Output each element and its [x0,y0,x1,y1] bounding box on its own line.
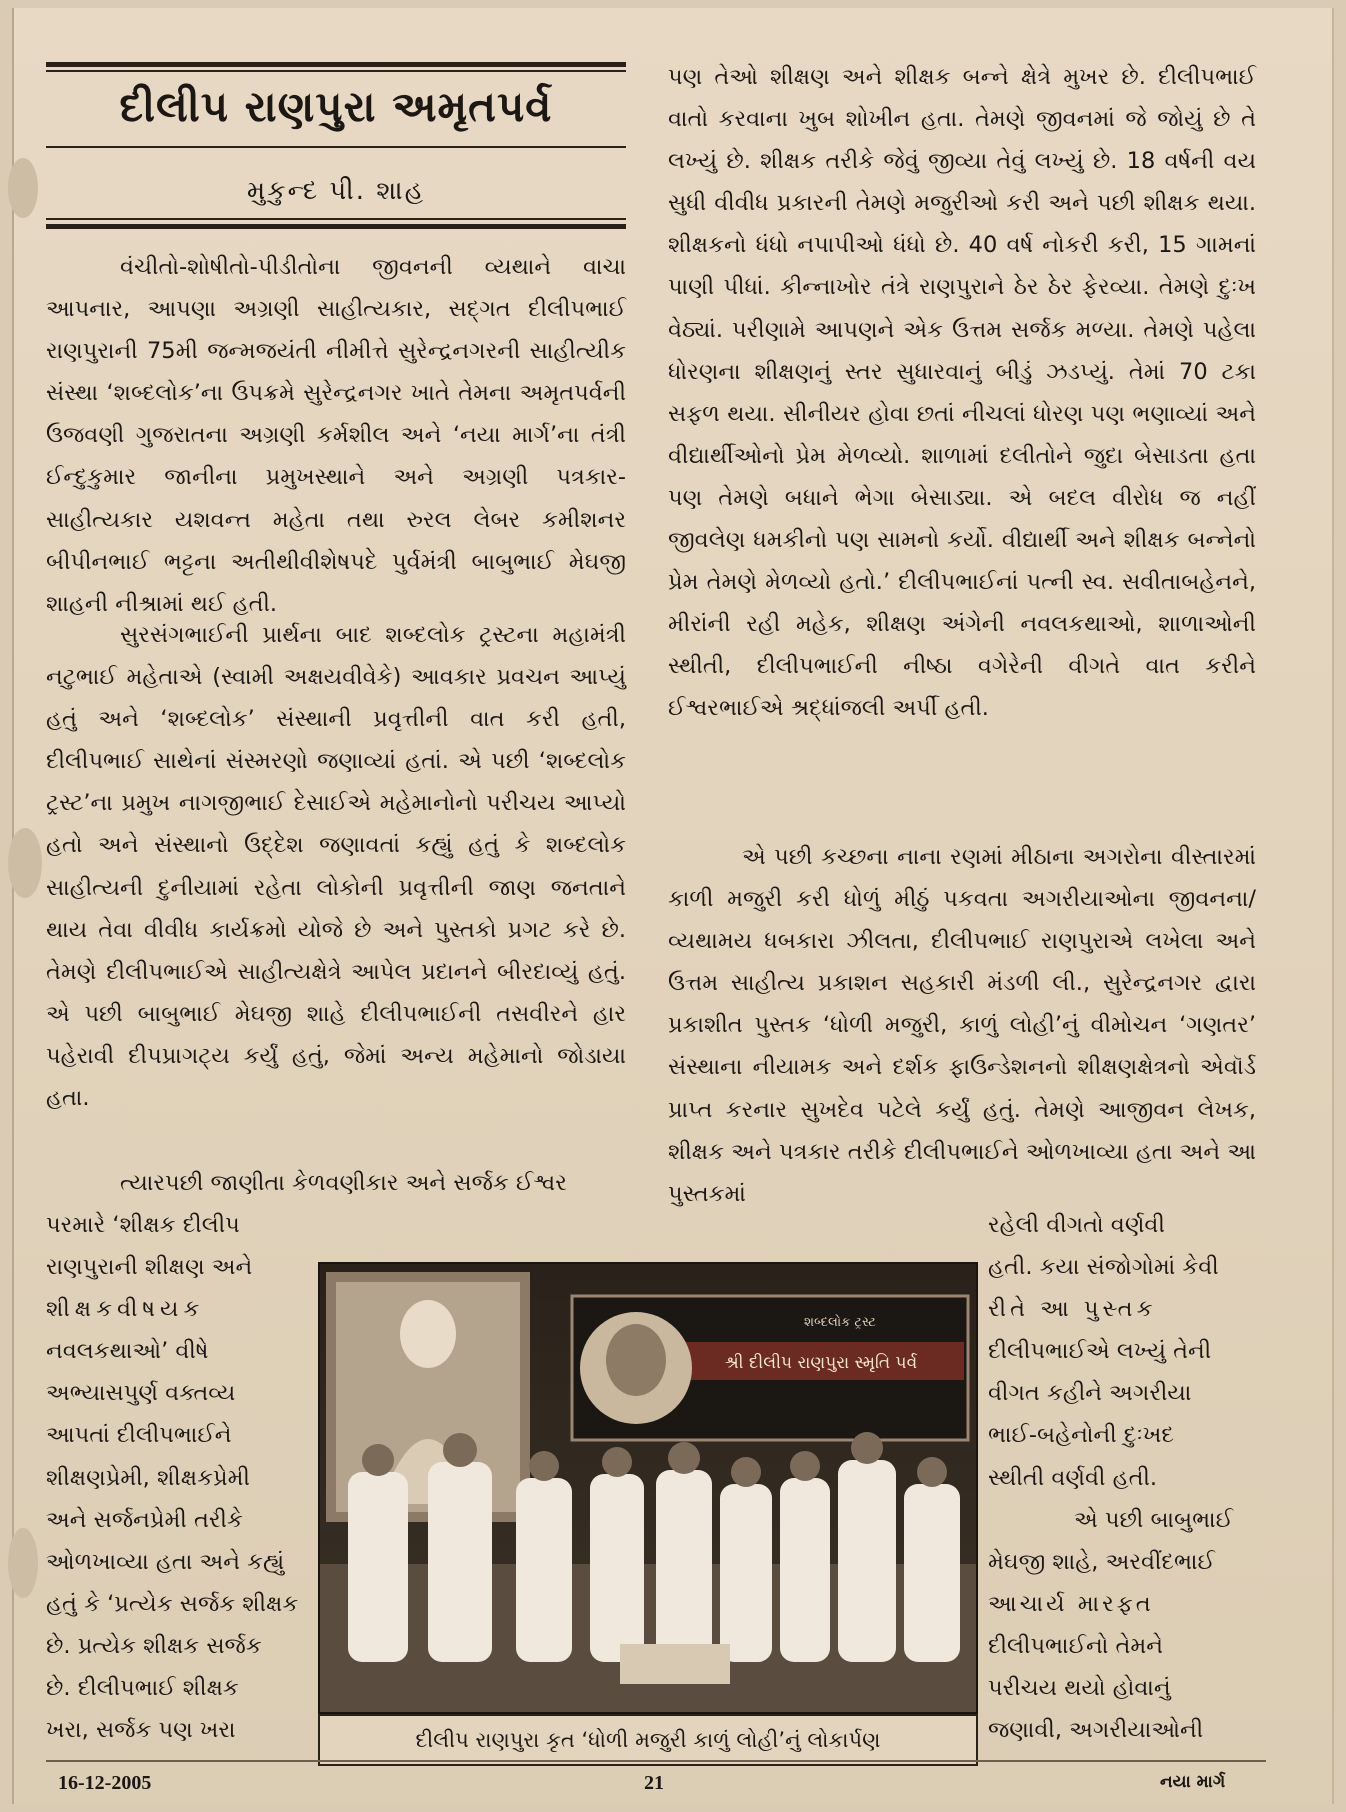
text-line: ખરા, સર્જક પણ ખરા [46,1717,236,1744]
event-photo-illustration [320,1264,976,1712]
text-line: રહેલી વીગતો વર્ણવી [988,1212,1165,1238]
text-line: હતી. કયા સંજોગોમાં કેવી [988,1254,1219,1281]
text-line: સ્થીતી વર્ણવી હતી. [988,1464,1158,1491]
text-line: હતું કે ‘પ્રત્યેક સર્જક શીક્ષક [46,1590,299,1617]
text-line: શીક્ષણપ્રેમી, શીક્ષકપ્રેમી [46,1464,250,1491]
author-byline: મુકુન્દ પી. શાહ [246,176,426,206]
text-line: ઓળખાવ્યા હતા અને કહ્યું [46,1548,285,1575]
article-paragraph: ત્યારપછી જાણીતા કેળવણીકાર અને સર્જક ઈશ્વર [120,1170,567,1196]
footer-date: 16-12-2005 [58,1772,152,1794]
event-photo [318,1262,978,1714]
text-line: દીલીપભાઈનો તેમને [988,1632,1164,1659]
text-line: આચાર્ય મારફત [988,1590,1154,1617]
text-line: વીગત કહીને અગરીયા [988,1380,1192,1407]
text-line: છે. દીલીપભાઈ શીક્ષક [46,1675,239,1702]
banner-small-text: શબ્દલોક ટ્રસ્ટ [804,1315,876,1330]
article-paragraph: એ પછી કચ્છના નાના રણમાં મીઠાના અગરોના વીસ્તારમાં કાળી મજુરી કરી ધોળું મીઠું પકવતા અગરીયાઓના જીવનના/વ્યથામય ધબકારા ઝીલતા, દીલીપભાઈ રાણપુરાએ લખેલા અને ઉત્તમ સાહીત્ય પ્રકાશન સહકારી મંડળી લી., સુરેન્દ્રનગર દ્વારા પ્રકાશીત પુસ્તક ‘ધોળી મજુરી, કાળું લોહી’નું વીમોચન ‘ગણતર’ સંસ્થાના નીયામક અને દર્શક ફાઉન્ડેશનનો શીક્ષણક્ષેત્રનો એવૉર્ડ પ્રાપ્ત કરનાર સુખદેવ પટેલે કર્યું હતું. તેમણે આજીવન લેખક, શીક્ષક અને પત્રકાર તરીકે દીલીપભાઈને ઓળખાવ્યા હતા અને આ પુસ્તકમાં [668,844,1256,1207]
banner-title-text: શ્રી દીલીપ રાણપુરા સ્મૃતિ પર્વ [724,1353,918,1373]
byline-rule-thick [46,224,626,229]
text-line: અભ્યાસપુર્ણ વક્તવ્ય [46,1380,236,1407]
text-line: રીતે આ પુસ્તક [988,1296,1157,1323]
text-line: પરીચય થયો હોવાનું [988,1675,1171,1702]
right-narrow-column [988,1204,1256,1751]
title-rule-bottom [46,146,626,148]
article-title: દીલીપ રાણપુરા અમૃતપર્વ [119,82,553,131]
footer-rule [46,1760,1266,1762]
text-line: નવલકથાઓ’ વીષે [46,1338,209,1365]
text-line: ભાઈ-બહેનોની દુઃખદ [988,1422,1174,1449]
left-narrow-column [46,1204,308,1751]
text-line: મેઘજી શાહે, અરવીંદભાઈ [988,1548,1215,1575]
text-line: શીક્ષકવીષયક [46,1296,205,1323]
title-rule-top-thin [46,70,626,72]
text-line: આપતાં દીલીપભાઈને [46,1422,232,1449]
text-line: રાણપુરાની શીક્ષણ અને [46,1254,253,1281]
article-paragraph: સુરસંગભાઈની પ્રાર્થના બાદ શબ્દલોક ટ્રસ્ટના મહામંત્રી નટુભાઈ મહેતાએ (સ્વામી અક્ષયવીવેકે) આવકાર પ્રવચન આપ્યું હતું અને ‘શબ્દલોક’ સંસ્થાની પ્રવૃત્તીની વાત કરી હતી, દીલીપભાઈ સાથેનાં સંસ્મરણો જણાવ્યાં હતાં. એ પછી ‘શબ્દલોક ટ્રસ્ટ’ના પ્રમુખ નાગજીભાઈ દેસાઈએ મહેમાનોનો પરીચય આપ્યો હતો અને સંસ્થાનો ઉદ્દેશ જણાવતાં કહ્યું હતું કે શબ્દલોક સાહીત્યની દુનીયામાં રહેતા લોકોની પ્રવૃત્તીની જાણ જનતાને થાય તેવા વીવીધ કાર્યક્રમો યોજે છે અને પુસ્તકો પ્રગટ કરે છે. તેમણે દીલીપભાઈએ સાહીત્યક્ષેત્રે આપેલ પ્રદાનને બીરદાવ્યું હતું. એ પછી બાબુભાઈ મેઘજી શાહે દીલીપભાઈની તસવીરને હાર પહેરાવી દીપપ્રાગટ્ય કર્યું હતું, જેમાં અન્ય મહેમાનો જોડાયા હતા. [46,622,626,1112]
footer-page-number: 21 [644,1772,664,1794]
text-line: એ પછી બાબુભાઈ [1074,1506,1234,1533]
text-line: પરમારે ‘શીક્ષક દીલીપ [46,1212,240,1238]
stage-table [620,1644,730,1684]
footer-publication: નયા માર્ગ [1160,1772,1226,1792]
article-paragraph: વંચીતો-શોષીતો-પીડીતોના જીવનની વ્યથાને વાચા આપનાર, આપણા અગ્રણી સાહીત્યકાર, સદ્ગત દીલીપભાઈ રાણપુરાની 75મી જન્મજયંતી નીમીત્તે સુરેન્દ્રનગરની સાહીત્યીક સંસ્થા ‘શબ્દલોક’ના ઉપક્રમે સુરેન્દ્રનગર ખાતે તેમના અમૃતપર્વની ઉજવણી ગુજરાતના અગ્રણી કર્મશીલ અને ‘નયા માર્ગ’ના તંત્રી ઈન્દુકુમાર જાનીના પ્રમુખસ્થાને અને અગ્રણી પત્રકાર-સાહીત્યકાર યશવન્ત મહેતા તથા રુરલ લેબર કમીશનર બીપીનભાઈ ભટ્ટના અતીથીવીશેષપદે પુર્વમંત્રી બાબુભાઈ મેઘજી શાહની નીશ્રામાં થઈ હતી. [46,254,626,617]
torn-edge [8,1528,38,1598]
text-line: અને સર્જનપ્રેમી તરીકે [46,1506,243,1533]
torn-edge [8,158,38,218]
torn-edge [8,828,42,898]
article-paragraph: પણ તેઓ શીક્ષણ અને શીક્ષક બન્ને ક્ષેત્રે મુખર છે. દીલીપભાઈ વાતો કરવાના ખુબ શોખીન હતા. તેમણે જીવનમાં જે જોયું છે તે લખ્યું છે. શીક્ષક તરીકે જેવું જીવ્યા તેવું લખ્યું છે. 18 વર્ષની વય સુધી વીવીધ પ્રકારની તેમણે મજુરીઓ કરી અને પછી શીક્ષક થયા. શીક્ષકનો ધંધો નપાપીઓ ધંધો છે. 40 વર્ષ નોકરી કરી, 15 ગામનાં પાણી પીધાં. કીન્નાખોર તંત્રે રાણપુરાને ઠેર ઠેર ફેરવ્યા. તેમણે દુઃખ વેઠ્યાં. પરીણામે આપણને એક ઉત્તમ સર્જક મળ્યા. તેમણે પહેલા ધોરણના શીક્ષણનું સ્તર સુધારવાનું બીડું ઝડપ્યું. તેમાં 70 ટકા સફળ થયા. સીનીયર હોવા છતાં નીચલાં ધોરણ પણ ભણાવ્યાં અને વીદ્યાર્થીઓનો પ્રેમ મેળવ્યો. શાળામાં દલીતોને જુદા બેસાડતા હતા પણ તેમણે બધાને ભેગા બેસાડ્યા. એ બદલ વીરોધ જ નહીં જીવલેણ ધમકીનો પણ સામનો કર્યો. વીદ્યાર્થી અને શીક્ષક બન્નેનો પ્રેમ તેમણે મેળવ્યો હતો.’ દીલીપભાઈનાં પત્ની સ્વ. સવીતાબહેનને, મીરાંની રહી મહેક, શીક્ષણ અંગેની નવલકથાઓ, શાળાઓની સ્થીતી, દીલીપભાઈની નીષ્ઠા વગેરેની વીગતે વાત કરીને ઈશ્વરભાઈએ શ્રદ્ધાંજલી અર્પી હતી. [668,64,1256,722]
text-line: દીલીપભાઈએ લખ્યું તેની [988,1338,1212,1365]
title-rule-top [46,62,626,67]
text-line: છે. પ્રત્યેક શીક્ષક સર્જક [46,1632,262,1659]
text-line: જણાવી, અગરીયાઓની [988,1717,1204,1744]
photo-caption: દીલીપ રાણપુરા કૃત ‘ધોળી મજુરી કાળું લોહી’નું લોકાર્પણ [318,1714,978,1766]
byline-rule [46,218,626,220]
